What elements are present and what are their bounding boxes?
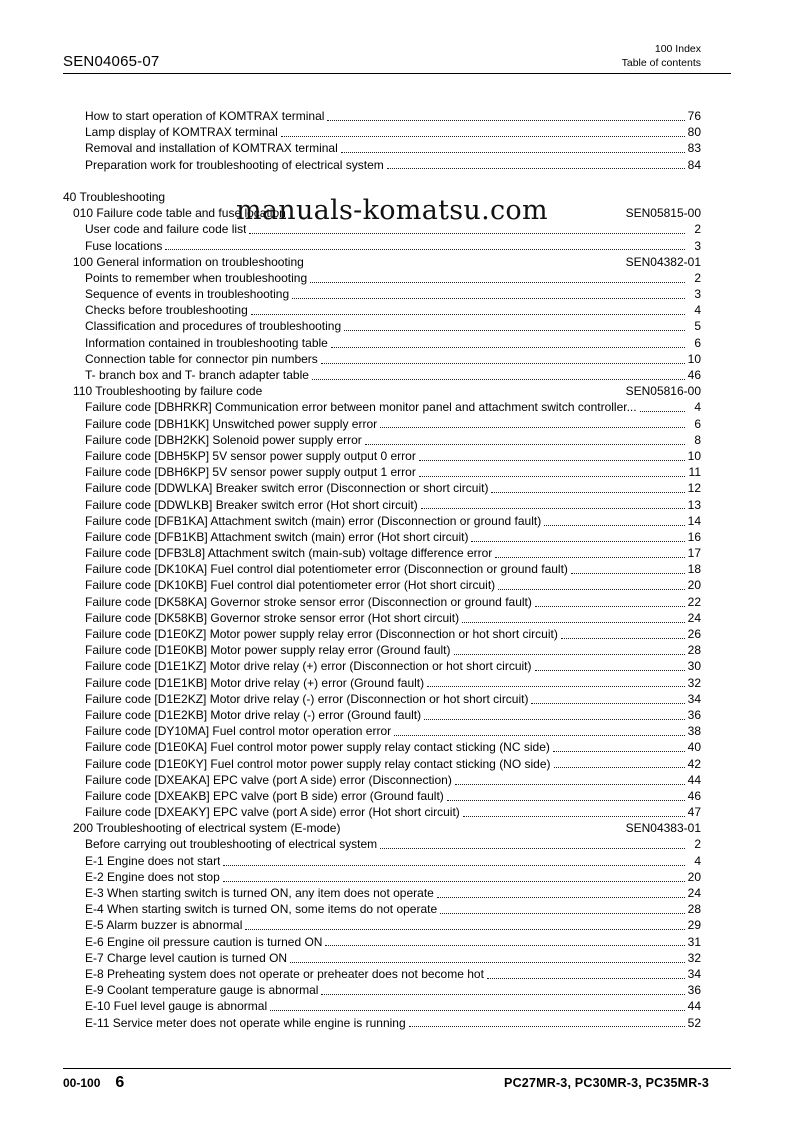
toc-page-number: 11: [688, 465, 701, 480]
dot-leader: [640, 411, 685, 412]
toc-entry: [63, 367, 701, 383]
toc-section-ref: SEN05815-00: [625, 206, 701, 221]
toc-page-number: 16: [687, 529, 701, 544]
toc-entry-title: Failure code [DBHRKR] Communication error between monitor panel and attachment switch controller...: [85, 400, 637, 415]
toc-entry-title: User code and failure code list: [85, 222, 247, 237]
toc-entry-title: Failure code [DDWLKB] Breaker switch error (Hot short circuit): [85, 497, 418, 512]
toc-page-number: 13: [687, 497, 701, 512]
toc-page-number: 38: [687, 724, 701, 739]
toc-page-number: 52: [687, 1015, 701, 1030]
toc-entry-title: E-2 Engine does not stop: [85, 869, 220, 884]
toc-entry: [63, 998, 701, 1014]
toc-page-number: 36: [687, 707, 701, 722]
toc-entry-title: How to start operation of KOMTRAX terminal: [85, 109, 325, 123]
toc-entry: [63, 448, 701, 464]
toc-page-number: 34: [687, 966, 701, 981]
toc-entry-title: Information contained in troubleshooting table: [85, 335, 328, 350]
toc-entry-title: Connection table for connector pin numbers: [85, 351, 318, 366]
toc-entry-title: Checks before troubleshooting: [85, 303, 248, 318]
dot-leader: [554, 767, 685, 768]
toc-subsection: [63, 383, 701, 399]
toc-entry: [63, 723, 701, 739]
dot-leader: [327, 120, 685, 121]
toc-page-number: 6: [694, 416, 701, 431]
toc-entry: [63, 853, 701, 869]
toc-entry-title: Sequence of events in troubleshooting: [85, 287, 290, 302]
dot-leader: [270, 1010, 685, 1011]
toc-entry-title: E-9 Coolant temperature gauge is abnormal: [85, 983, 319, 998]
toc-entry-title: Failure code [D1E0KZ] Motor power supply relay error (Disconnection or hot short circuit): [85, 627, 558, 641]
toc-entry: [63, 901, 701, 917]
toc-entry-title: Failure code [DDWLKA] Breaker switch error (Disconnection or short circuit): [85, 481, 489, 496]
dot-leader: [419, 476, 685, 477]
page-footer: [63, 1068, 731, 1092]
toc-entry: [63, 707, 701, 723]
dot-leader: [544, 525, 685, 526]
toc-page-number: 32: [687, 950, 701, 965]
toc-entry-title: 100 General information on troubleshooting: [73, 254, 304, 269]
dot-leader: [462, 622, 685, 623]
dot-leader: [394, 735, 685, 736]
toc-page-number: 34: [687, 691, 701, 706]
dot-leader: [553, 751, 685, 752]
dot-leader: [312, 379, 685, 380]
dot-leader: [251, 314, 685, 315]
toc-entry-title: Failure code [DK58KB] Governor stroke sensor error (Hot short circuit): [85, 610, 460, 625]
dot-leader: [310, 282, 685, 283]
toc-page-number: 80: [687, 125, 701, 140]
toc-page-number: 14: [687, 513, 701, 528]
toc-page-number: 29: [687, 918, 701, 933]
toc-entry: [63, 772, 701, 788]
watermark: manuals-komatsu.com: [236, 195, 548, 226]
dot-leader: [165, 249, 685, 250]
toc-entry: [63, 917, 701, 933]
toc-entry-title: Failure code [DFB1KA] Attachment switch (main) error (Disconnection or ground fault): [85, 513, 542, 528]
dot-leader: [344, 330, 685, 331]
dot-leader: [325, 945, 685, 946]
header-subtitle: Table of contents: [621, 57, 701, 69]
toc-entry: [63, 691, 701, 707]
footer-left-block: [63, 1074, 124, 1092]
toc-entry-title: 200 Troubleshooting of electrical system (E-mode): [73, 821, 341, 836]
toc-page-number: 47: [687, 805, 701, 820]
toc-entry: [63, 675, 701, 691]
toc-page-number: 2: [694, 222, 701, 237]
toc-page-number: 36: [687, 983, 701, 998]
toc-entry: [63, 982, 701, 998]
toc-entry-title: Failure code [DBH5KP] 5V sensor power supply output 0 error: [85, 448, 416, 463]
toc-spacer: [63, 173, 701, 189]
toc-entry: [63, 497, 701, 513]
toc-entry: [63, 626, 701, 642]
toc-entry: [63, 270, 701, 286]
dot-leader: [292, 298, 685, 299]
footer-model-names: PC27MR-3, PC30MR-3, PC35MR-3: [504, 1076, 709, 1090]
toc-entry-title: E-1 Engine does not start: [85, 853, 221, 868]
toc-entry: [63, 302, 701, 318]
footer-page-number: 6: [115, 1074, 125, 1091]
toc-entry-title: Failure code [DXEAKY] EPC valve (port A side) error (Hot short circuit): [85, 805, 460, 820]
toc-section-ref: SEN05816-00: [625, 384, 701, 399]
toc-entry-title: E-8 Preheating system does not operate or preheater does not become hot: [85, 966, 484, 981]
toc-entry-title: 110 Troubleshooting by failure code: [73, 384, 263, 399]
toc-page-number: 4: [694, 303, 701, 318]
toc-entry: [63, 739, 701, 755]
dot-leader: [531, 703, 685, 704]
dot-leader: [223, 881, 685, 882]
toc-list: [63, 108, 701, 1031]
toc-entry-title: E-10 Fuel level gauge is abnormal: [85, 999, 268, 1014]
dot-leader: [495, 557, 685, 558]
toc-section-ref: SEN04382-01: [625, 254, 701, 269]
toc-entry: [63, 950, 701, 966]
toc-entry-title: Failure code [DK10KB] Fuel control dial potentiometer error (Hot short circuit): [85, 578, 496, 593]
toc-section: [63, 189, 701, 205]
toc-page-number: 22: [687, 594, 701, 609]
toc-subsection: [63, 820, 701, 836]
toc-entry-title: Failure code [D1E2KB] Motor drive relay (-) error (Ground fault): [85, 707, 422, 722]
toc-entry: [63, 221, 701, 237]
toc-entry: [63, 1015, 701, 1031]
dot-leader: [249, 233, 685, 234]
toc-entry: [63, 642, 701, 658]
dot-leader: [380, 848, 685, 849]
toc-entry: [63, 464, 701, 480]
toc-entry: [63, 658, 701, 674]
toc-page-number: 31: [687, 934, 701, 949]
toc-page-number: 3: [694, 287, 701, 302]
toc-entry-title: Failure code [D1E2KZ] Motor drive relay (-) error (Disconnection or hot short circuit): [85, 691, 529, 706]
toc-page-number: 84: [687, 157, 701, 172]
toc-page-number: 28: [687, 902, 701, 917]
toc-page-number: 83: [687, 141, 701, 156]
toc-page-number: 42: [687, 756, 701, 771]
toc-entry-title: Failure code [DFB3L8] Attachment switch (main-sub) voltage difference error: [85, 546, 493, 561]
toc-entry-title: E-5 Alarm buzzer is abnormal: [85, 918, 243, 933]
toc-entry-title: E-11 Service meter does not operate while engine is running: [85, 1015, 406, 1030]
toc-entry: [63, 885, 701, 901]
toc-page-number: 4: [694, 400, 701, 415]
toc-entry: [63, 545, 701, 561]
toc-entry-title: Failure code [D1E1KZ] Motor drive relay (+) error (Disconnection or hot short circuit): [85, 659, 532, 674]
dot-leader: [419, 460, 685, 461]
dot-leader: [427, 686, 685, 687]
dot-leader: [321, 994, 685, 995]
toc-page-number: 46: [687, 368, 701, 382]
toc-subsection: [63, 205, 701, 221]
toc-entry: [63, 804, 701, 820]
toc-section-ref: SEN04383-01: [625, 821, 701, 836]
dot-leader: [424, 719, 685, 720]
toc-entry: [63, 238, 701, 254]
dot-leader: [535, 606, 685, 607]
toc-entry-title: Failure code [D1E0KY] Fuel control motor power supply relay contact sticking (NO side): [85, 756, 551, 771]
toc-page-number: 4: [694, 853, 701, 868]
dot-leader: [491, 492, 685, 493]
toc-page-number: 12: [687, 481, 701, 496]
toc-page-number: 26: [687, 627, 701, 641]
toc-entry: [63, 140, 701, 156]
dot-leader: [471, 541, 685, 542]
toc-page-number: 8: [694, 432, 701, 447]
toc-entry-title: E-6 Engine oil pressure caution is turned ON: [85, 934, 323, 949]
dot-leader: [331, 347, 685, 348]
toc-page-number: 18: [687, 562, 701, 577]
dot-leader: [437, 897, 685, 898]
toc-page-number: 20: [687, 869, 701, 884]
toc-entry-title: Classification and procedures of troubleshooting: [85, 319, 342, 334]
toc-page-number: 6: [694, 335, 701, 350]
header-right-block: [622, 42, 731, 70]
toc-page-number: 24: [687, 886, 701, 900]
toc-entry: [63, 594, 701, 610]
dot-leader: [290, 962, 685, 963]
dot-leader: [447, 800, 685, 801]
footer-section-code: 00-100: [63, 1076, 101, 1090]
toc-entry-title: Failure code [DK10KA] Fuel control dial potentiometer error (Disconnection or ground fault): [85, 562, 568, 577]
toc-entry: [63, 108, 701, 124]
toc-page-number: 3: [694, 238, 701, 253]
toc-entry-title: E-3 When starting switch is turned ON, any item does not operate: [85, 886, 434, 900]
toc-entry: [63, 869, 701, 885]
toc-entry-title: E-7 Charge level caution is turned ON: [85, 950, 288, 965]
toc-page-number: 46: [687, 788, 701, 803]
document-code: SEN04065-07: [63, 53, 160, 70]
toc-entry-title: T- branch box and T- branch adapter table: [85, 368, 309, 382]
toc-entry-title: Failure code [D1E1KB] Motor drive relay (+) error (Ground fault): [85, 675, 425, 690]
toc-page-number: 32: [687, 675, 701, 690]
dot-leader: [561, 638, 685, 639]
toc-entry-title: Preparation work for troubleshooting of electrical system: [85, 157, 384, 172]
toc-entry-title: Failure code [DXEAKA] EPC valve (port A side) error (Disconnection): [85, 772, 452, 787]
dot-leader: [380, 427, 685, 428]
toc-entry-title: Points to remember when troubleshooting: [85, 270, 308, 285]
toc-entry: [63, 480, 701, 496]
toc-entry: [63, 577, 701, 593]
toc-entry-title: Failure code [DBH2KK] Solenoid power supply error: [85, 432, 362, 447]
toc-entry-title: Failure code [DK58KA] Governor stroke sensor error (Disconnection or ground fault): [85, 594, 532, 609]
toc-entry-title: 010 Failure code table and fuse location: [73, 206, 286, 221]
toc-page-number: 10: [687, 351, 701, 366]
toc-entry-title: Failure code [DBH6KP] 5V sensor power supply output 1 error: [85, 465, 416, 480]
dot-leader: [365, 444, 685, 445]
dot-leader: [281, 136, 685, 137]
toc-page-number: 2: [694, 837, 701, 852]
toc-page-number: 28: [687, 643, 701, 658]
page-header: [63, 42, 731, 74]
dot-leader: [463, 816, 685, 817]
toc-entry: [63, 788, 701, 804]
toc-entry: [63, 756, 701, 772]
toc-entry: [63, 124, 701, 140]
toc-entry: [63, 561, 701, 577]
dot-leader: [409, 1026, 685, 1027]
dot-leader: [498, 589, 685, 590]
toc-subsection: [63, 254, 701, 270]
toc-page-number: 10: [687, 448, 701, 463]
dot-leader: [535, 670, 686, 671]
toc-page-number: 44: [687, 999, 701, 1014]
toc-entry: [63, 416, 701, 432]
toc-page-number: 20: [687, 578, 701, 593]
toc-entry-title: Failure code [D1E0KA] Fuel control motor power supply relay contact sticking (NC side): [85, 740, 550, 755]
header-index-label: 100 Index: [654, 43, 701, 55]
toc-entry: [63, 351, 701, 367]
toc-page-number: 5: [694, 319, 701, 334]
toc-entry-title: Fuse locations: [85, 238, 163, 253]
dot-leader: [245, 929, 685, 930]
toc-entry-title: 40 Troubleshooting: [63, 189, 166, 204]
dot-leader: [387, 168, 685, 169]
toc-entry-title: Lamp display of KOMTRAX terminal: [85, 125, 278, 140]
toc-entry: [63, 529, 701, 545]
toc-page-number: 44: [687, 772, 701, 787]
dot-leader: [571, 573, 685, 574]
toc-page-number: 40: [687, 740, 701, 755]
toc-page-number: 76: [687, 109, 701, 123]
toc-entry: [63, 335, 701, 351]
dot-leader: [341, 152, 685, 153]
toc-entry: [63, 513, 701, 529]
toc-entry-title: Failure code [DBH1KK] Unswitched power supply error: [85, 416, 378, 431]
toc-entry-title: Removal and installation of KOMTRAX terminal: [85, 141, 338, 156]
toc-entry-title: Failure code [DFB1KB] Attachment switch (main) error (Hot short circuit): [85, 529, 469, 544]
toc-entry-title: Failure code [DY10MA] Fuel control motor operation error: [85, 724, 392, 739]
toc-entry: [63, 286, 701, 302]
toc-entry: [63, 610, 701, 626]
toc-entry-title: Failure code [DXEAKB] EPC valve (port B side) error (Ground fault): [85, 788, 444, 803]
toc-page-number: 30: [687, 659, 701, 674]
toc-page-number: 2: [694, 270, 701, 285]
dot-leader: [223, 865, 685, 866]
toc-entry: [63, 432, 701, 448]
dot-leader: [440, 913, 685, 914]
toc-entry-title: Before carrying out troubleshooting of electrical system: [85, 837, 378, 852]
dot-leader: [421, 508, 685, 509]
toc-entry: [63, 934, 701, 950]
toc-entry: [63, 399, 701, 415]
dot-leader: [487, 978, 685, 979]
toc-entry: [63, 966, 701, 982]
toc-entry: [63, 318, 701, 334]
toc-entry: [63, 836, 701, 852]
dot-leader: [455, 784, 685, 785]
toc-entry: [63, 157, 701, 173]
toc-page-number: 17: [687, 546, 701, 561]
dot-leader: [321, 363, 685, 364]
toc-entry-title: Failure code [D1E0KB] Motor power supply relay error (Ground fault): [85, 643, 451, 658]
dot-leader: [454, 654, 686, 655]
toc-page-number: 24: [687, 610, 701, 625]
toc-entry-title: E-4 When starting switch is turned ON, some items do not operate: [85, 902, 438, 917]
